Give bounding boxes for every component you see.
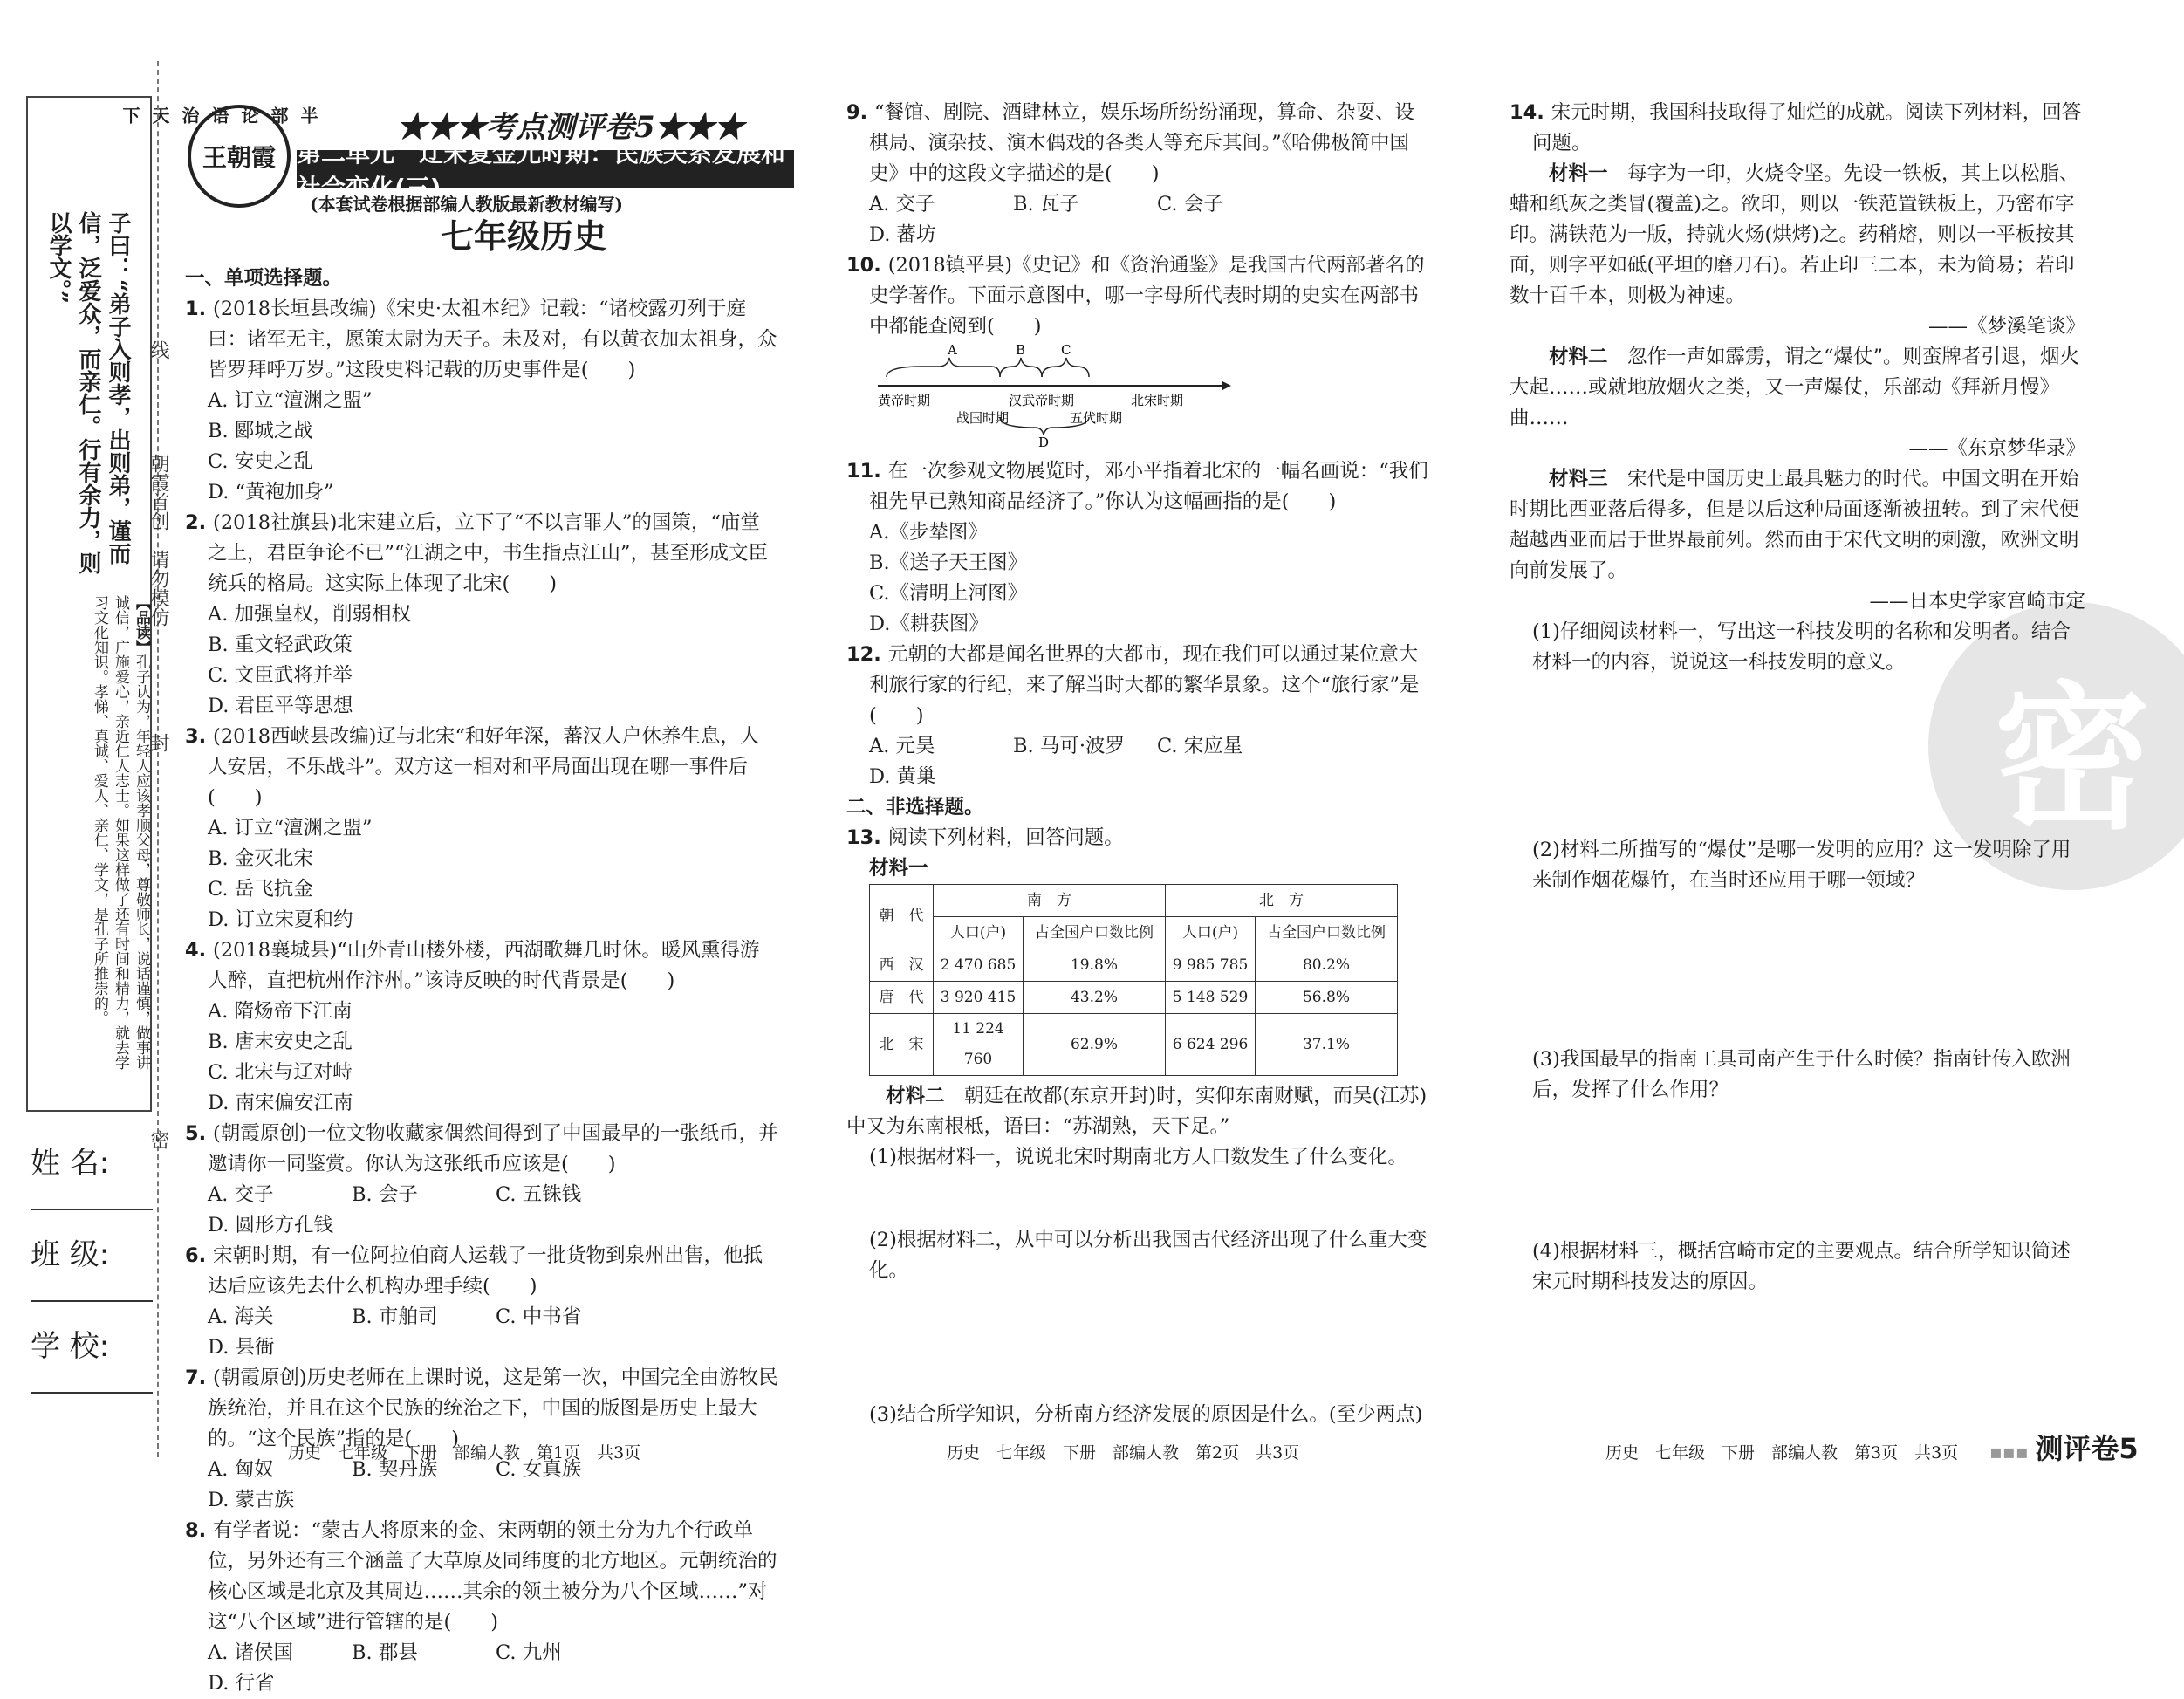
brace-d-label: D — [1038, 435, 1050, 447]
question-14: 14. 宋元时期，我国科技取得了灿烂的成就。阅读下列材料，回答问题。 — [1510, 101, 2082, 154]
fold-mark-secret: 密 — [147, 1130, 169, 1149]
brace-b — [1000, 358, 1042, 377]
options-9: A. 交子 B. 瓦子 C. 会子 D. 蕃坊 — [869, 193, 1223, 246]
school-field[interactable] — [31, 1392, 153, 1394]
options-11: A.《步辇图》 B.《送子天王图》 C.《清明上河图》 D.《耕获图》 — [869, 521, 1028, 635]
question-7: 7. (朝霞原创)历史老师在上课时说，这是第一次，中国完全由游牧民族统治，并且在这个民族的统治之下，中国的版图是历史上最大的。“这个民族”指的是( ) — [185, 1367, 778, 1450]
column-3 — [1510, 98, 2085, 1298]
page-title: 七年级历史 — [441, 217, 607, 256]
table-row: 唐 代 3 920 415 43.2% 5 148 529 56.8% — [870, 982, 1398, 1014]
population-table — [869, 884, 1398, 1076]
question-1: 1. (2018长垣县改编)《宋史·太祖本纪》记载：“诸校露刃列于庭曰：诸军无主，愿策太尉为天子。未及对，有以黄衣加太祖身，众皆罗拜呼万岁。”这段史料记载的历史事件是( ) — [185, 298, 777, 381]
period-huangdi: 黄帝时期 — [878, 393, 931, 408]
name-label: 姓 名: — [31, 1146, 110, 1181]
options-4: A. 隋炀帝下江南 B. 唐末安史之乱 C. 北宋与辽对峙 D. 南宋偏安江南 — [208, 1000, 353, 1114]
section-single-choice: 一、单项选择题。 — [185, 267, 343, 290]
options-6: A. 海关 B. 市舶司 C. 中书省 D. 县衙 — [208, 1305, 582, 1359]
series-name: 半部论语治天下 — [120, 106, 318, 124]
footer-page-1: 历史 七年级 下册 部编人教 第1页 共3页 — [288, 1443, 641, 1463]
question-6: 6. 宋朝时期，有一位阿拉伯商人运载了一批货物到泉州出售，他抵达后应该先去什么机构办理手续( ) — [185, 1244, 763, 1298]
fold-mark-seal: 封 — [147, 733, 169, 752]
school-label: 学 校: — [31, 1329, 110, 1364]
th-north: 北 方 — [1166, 885, 1398, 917]
options-5: A. 交子 B. 会子 C. 五铢钱 D. 圆形方孔钱 — [208, 1183, 582, 1237]
material-14-2-source: ——《东京梦华录》 — [1908, 437, 2085, 460]
section-non-choice: 二、非选择题。 — [846, 796, 984, 819]
timeline-arrow — [1222, 381, 1231, 390]
brace-a-label: A — [948, 342, 957, 358]
th-north-ratio: 占全国户口数比例 — [1256, 917, 1398, 949]
th-south-pop: 人口(户) — [934, 917, 1024, 949]
question-9: 9. “餐馆、剧院、酒肆林立，娱乐场所纷纷涌现，算命、杂耍、设棋局、演杂技、演木偶戏的各类人等充斥其间。”《哈佛极简中国史》中的这段文字描述的是( ) — [846, 101, 1415, 185]
badge-dots-icon: ▪▪▪ — [1989, 1442, 2036, 1463]
question-13-2: (2)根据材料二，从中可以分析出我国古代经济出现了什么重大变化。 — [869, 1229, 1427, 1282]
question-12: 12. 元朝的大都是闻名世界的大都市，现在我们可以通过某位意大利旅行家的行纪，来了解当时大都的繁华景象。这个“旅行家”是 ( ) — [846, 643, 1459, 727]
options-1: A. 订立“澶渊之盟” B. 郾城之战 C. 安史之乱 D. “黄袍加身” — [208, 389, 373, 504]
question-13: 13. 阅读下列材料，回答问题。 — [846, 826, 1124, 849]
reading-text: 【品读】孔子认为，年轻人应该孝顺父母，尊敬师长，说话谨慎，做事讲诚信，广施爱心，亲近仁人志士。如果这样做了还有时间和精力，就去学习文化知识。孝悌、真诚、爱人、亲仁、学文，是孔子所推崇的。 — [91, 595, 150, 1070]
material-2: 材料二 朝廷在故都(东京开封)时，实仰东南财赋，而吴(江苏)中又为东南根柢，语曰：“苏湖熟，天下足。” — [846, 1085, 1427, 1138]
question-5: 5. (朝霞原创)一位文物收藏家偶然间得到了中国最早的一张纸币，并邀请你一同鉴赏。你认为这张纸币应该是( ) — [185, 1122, 778, 1175]
timeline-diagram — [869, 342, 1236, 447]
class-label: 班 级: — [31, 1237, 110, 1272]
material-14-1-source: ——《梦溪笔谈》 — [1927, 315, 2085, 338]
options-8: A. 诸侯国 B. 郡县 C. 九州 D. 行省 — [208, 1641, 562, 1695]
name-field[interactable] — [31, 1209, 153, 1210]
table-row: 北 宋 11 224 760 62.9% 6 624 296 37.1% — [870, 1014, 1398, 1076]
material-14-2: 材料二 忽作一声如霹雳，谓之“爆仗”。则蛮牌者引退，烟火大起……或就地放烟火之类，又一声爆仗，乐部动《拜新月慢》曲…… — [1510, 346, 2080, 429]
question-14-2: (2)材料二所描写的“爆仗”是哪一发明的应用？这一发明除了用来制作烟花爆竹，在当时还应用于哪一领域？ — [1532, 839, 2071, 892]
question-13-1: (1)根据材料一，说说北宋时期南北方人口数发生了什么变化。 — [869, 1146, 1407, 1168]
question-8: 8. 有学者说：“蒙古人将原来的金、宋两朝的领土分为九个行政单位，另外还有三个涵盖了大草原及同纬度的北方地区。元朝统治的核心区域是北京及其周边……其余的领土被分为八个区域……”对这“八个区域”进行管辖的是( ) — [185, 1519, 777, 1634]
question-11: 11. 在一次参观文物展览时，邓小平指着北宋的一幅名画说：“我们祖先早已熟知商品经济了。”你认为这幅画指的是( ) — [846, 460, 1428, 513]
brace-b-label: B — [1016, 342, 1026, 358]
binding-line — [157, 61, 159, 1457]
analects-quote: 子曰：“弟子入则孝，出则弟，谨而信，泛爱众，而亲仁。行有余力，则以学文。” — [45, 211, 131, 574]
th-south: 南 方 — [934, 885, 1166, 917]
paper-badge: ▪▪▪ 测评卷5 — [1989, 1432, 2139, 1465]
th-dynasty: 朝 代 — [870, 885, 934, 949]
brand-logo: 王朝霞 — [188, 105, 291, 208]
edition-note: (本套试卷根据部编人教版最新教材编写) — [310, 194, 623, 215]
th-north-pop: 人口(户) — [1166, 917, 1256, 949]
brace-a — [887, 358, 1000, 377]
period-five-dynasties: 五代时期 — [1070, 410, 1123, 426]
question-14-3: (3)我国最早的指南工具司南产生于什么时候？指南针传入欧洲后，发挥了什么作用？ — [1532, 1048, 2071, 1101]
question-4: 4. (2018襄城县)“山外青山楼外楼，西湖歌舞几时休。暖风熏得游人醉，直把杭州作汴州。”该诗反映的时代背景是( ) — [185, 939, 760, 992]
class-field[interactable] — [31, 1300, 153, 1302]
watermark-stamp: 密 — [1928, 602, 2184, 890]
material-14-3: 材料三 宋代是中国历史上最具魅力的时代。中国文明在开始时期比西亚落后得多，但是以后这种局面逐渐被扭转。到了宋代便超越西亚而居于世界最前列。然而由于宋代文明的刺激，欧洲文明向前发展了。 — [1510, 468, 2079, 582]
options-7: A. 匈奴 B. 契丹族 C. 女真族 D. 蒙古族 — [208, 1458, 582, 1511]
question-14-4: (4)根据材料三，概括宫崎市定的主要观点。结合所学知识简述宋元时期科技发达的原因。 — [1532, 1240, 2071, 1293]
question-3: 3. (2018西峡县改编)辽与北宋“和好年深，蕃汉人户休养生息，人人安居，不乐战斗”。双方这一相对和平局面出现在哪一事件后 ( ) — [185, 725, 788, 809]
paper-series-title: ★★★考点测评卷5★★★ — [397, 110, 744, 145]
fold-mark-notice: 朝霞首创 请勿模仿 — [147, 454, 169, 627]
column-2 — [846, 98, 1459, 1430]
table-row: 西 汉 2 470 685 19.8% 9 985 785 80.2% — [870, 949, 1398, 982]
material-14-1: 材料一 每字为一印，火烧令坚。先设一铁板，其上以松脂、蜡和纸灰之类冒(覆盖)之。欲印，则以一铁范置铁板上，乃密布字印。满铁范为一版，持就火炀(烘烤)之。药稍熔，则以一平板按其面，则字平如砥(平坦的磨刀石)。若止印三二本，未为简易；若印数十百千本，则极为神速。 — [1510, 162, 2079, 307]
brace-c — [1042, 358, 1089, 377]
question-14-1: (1)仔细阅读材料一，写出这一科技发明的名称和发明者。结合材料一的内容，说说这一科技发明的意义。 — [1532, 620, 2071, 674]
brace-c-label: C — [1061, 342, 1071, 358]
period-warring-states: 战国时期 — [956, 410, 1010, 426]
fold-mark-line: 线 — [147, 340, 169, 360]
options-12: A. 元昊 B. 马可·波罗 C. 宋应星 D. 黄巢 — [869, 735, 1243, 788]
column-1 — [185, 264, 788, 1699]
question-10: 10. (2018镇平县)《史记》和《资治通鉴》是我国古代两部著名的史学著作。下面示意图中，哪一字母所代表时期的史实在两部书中都能查阅到( ) — [846, 254, 1425, 338]
footer-page-3: 历史 七年级 下册 部编人教 第3页 共3页 — [1605, 1443, 1959, 1463]
th-south-ratio: 占全国户口数比例 — [1024, 917, 1166, 949]
question-13-3: (3)结合所学知识，分析南方经济发展的原因是什么。(至少两点) — [869, 1403, 1423, 1426]
options-3: A. 订立“澶渊之盟” B. 金灭北宋 C. 岳飞抗金 D. 订立宋夏和约 — [208, 817, 373, 931]
material-1-label: 材料一 — [869, 857, 928, 880]
options-2: A. 加强皇权，削弱相权 B. 重文轻武政策 C. 文臣武将并举 D. 君臣平等思想 — [208, 603, 412, 717]
period-northern-song: 北宋时期 — [1131, 393, 1184, 408]
material-14-3-source: ——日本史学家宫崎市定 — [1869, 590, 2085, 613]
period-han-wudi: 汉武帝时期 — [1009, 393, 1075, 408]
question-2: 2. (2018社旗县)北宋建立后，立下了“不以言罪人”的国策，“庙堂之上，君臣争论不已”“江湖之中，书生指点江山”，甚至形成文臣统兵的格局。这实际上体现了北宋( ) — [185, 511, 769, 595]
footer-page-2: 历史 七年级 下册 部编人教 第2页 共3页 — [947, 1443, 1300, 1463]
unit-banner: 第二单元 辽宋夏金元时期：民族关系发展和社会变化(三) — [297, 150, 794, 188]
